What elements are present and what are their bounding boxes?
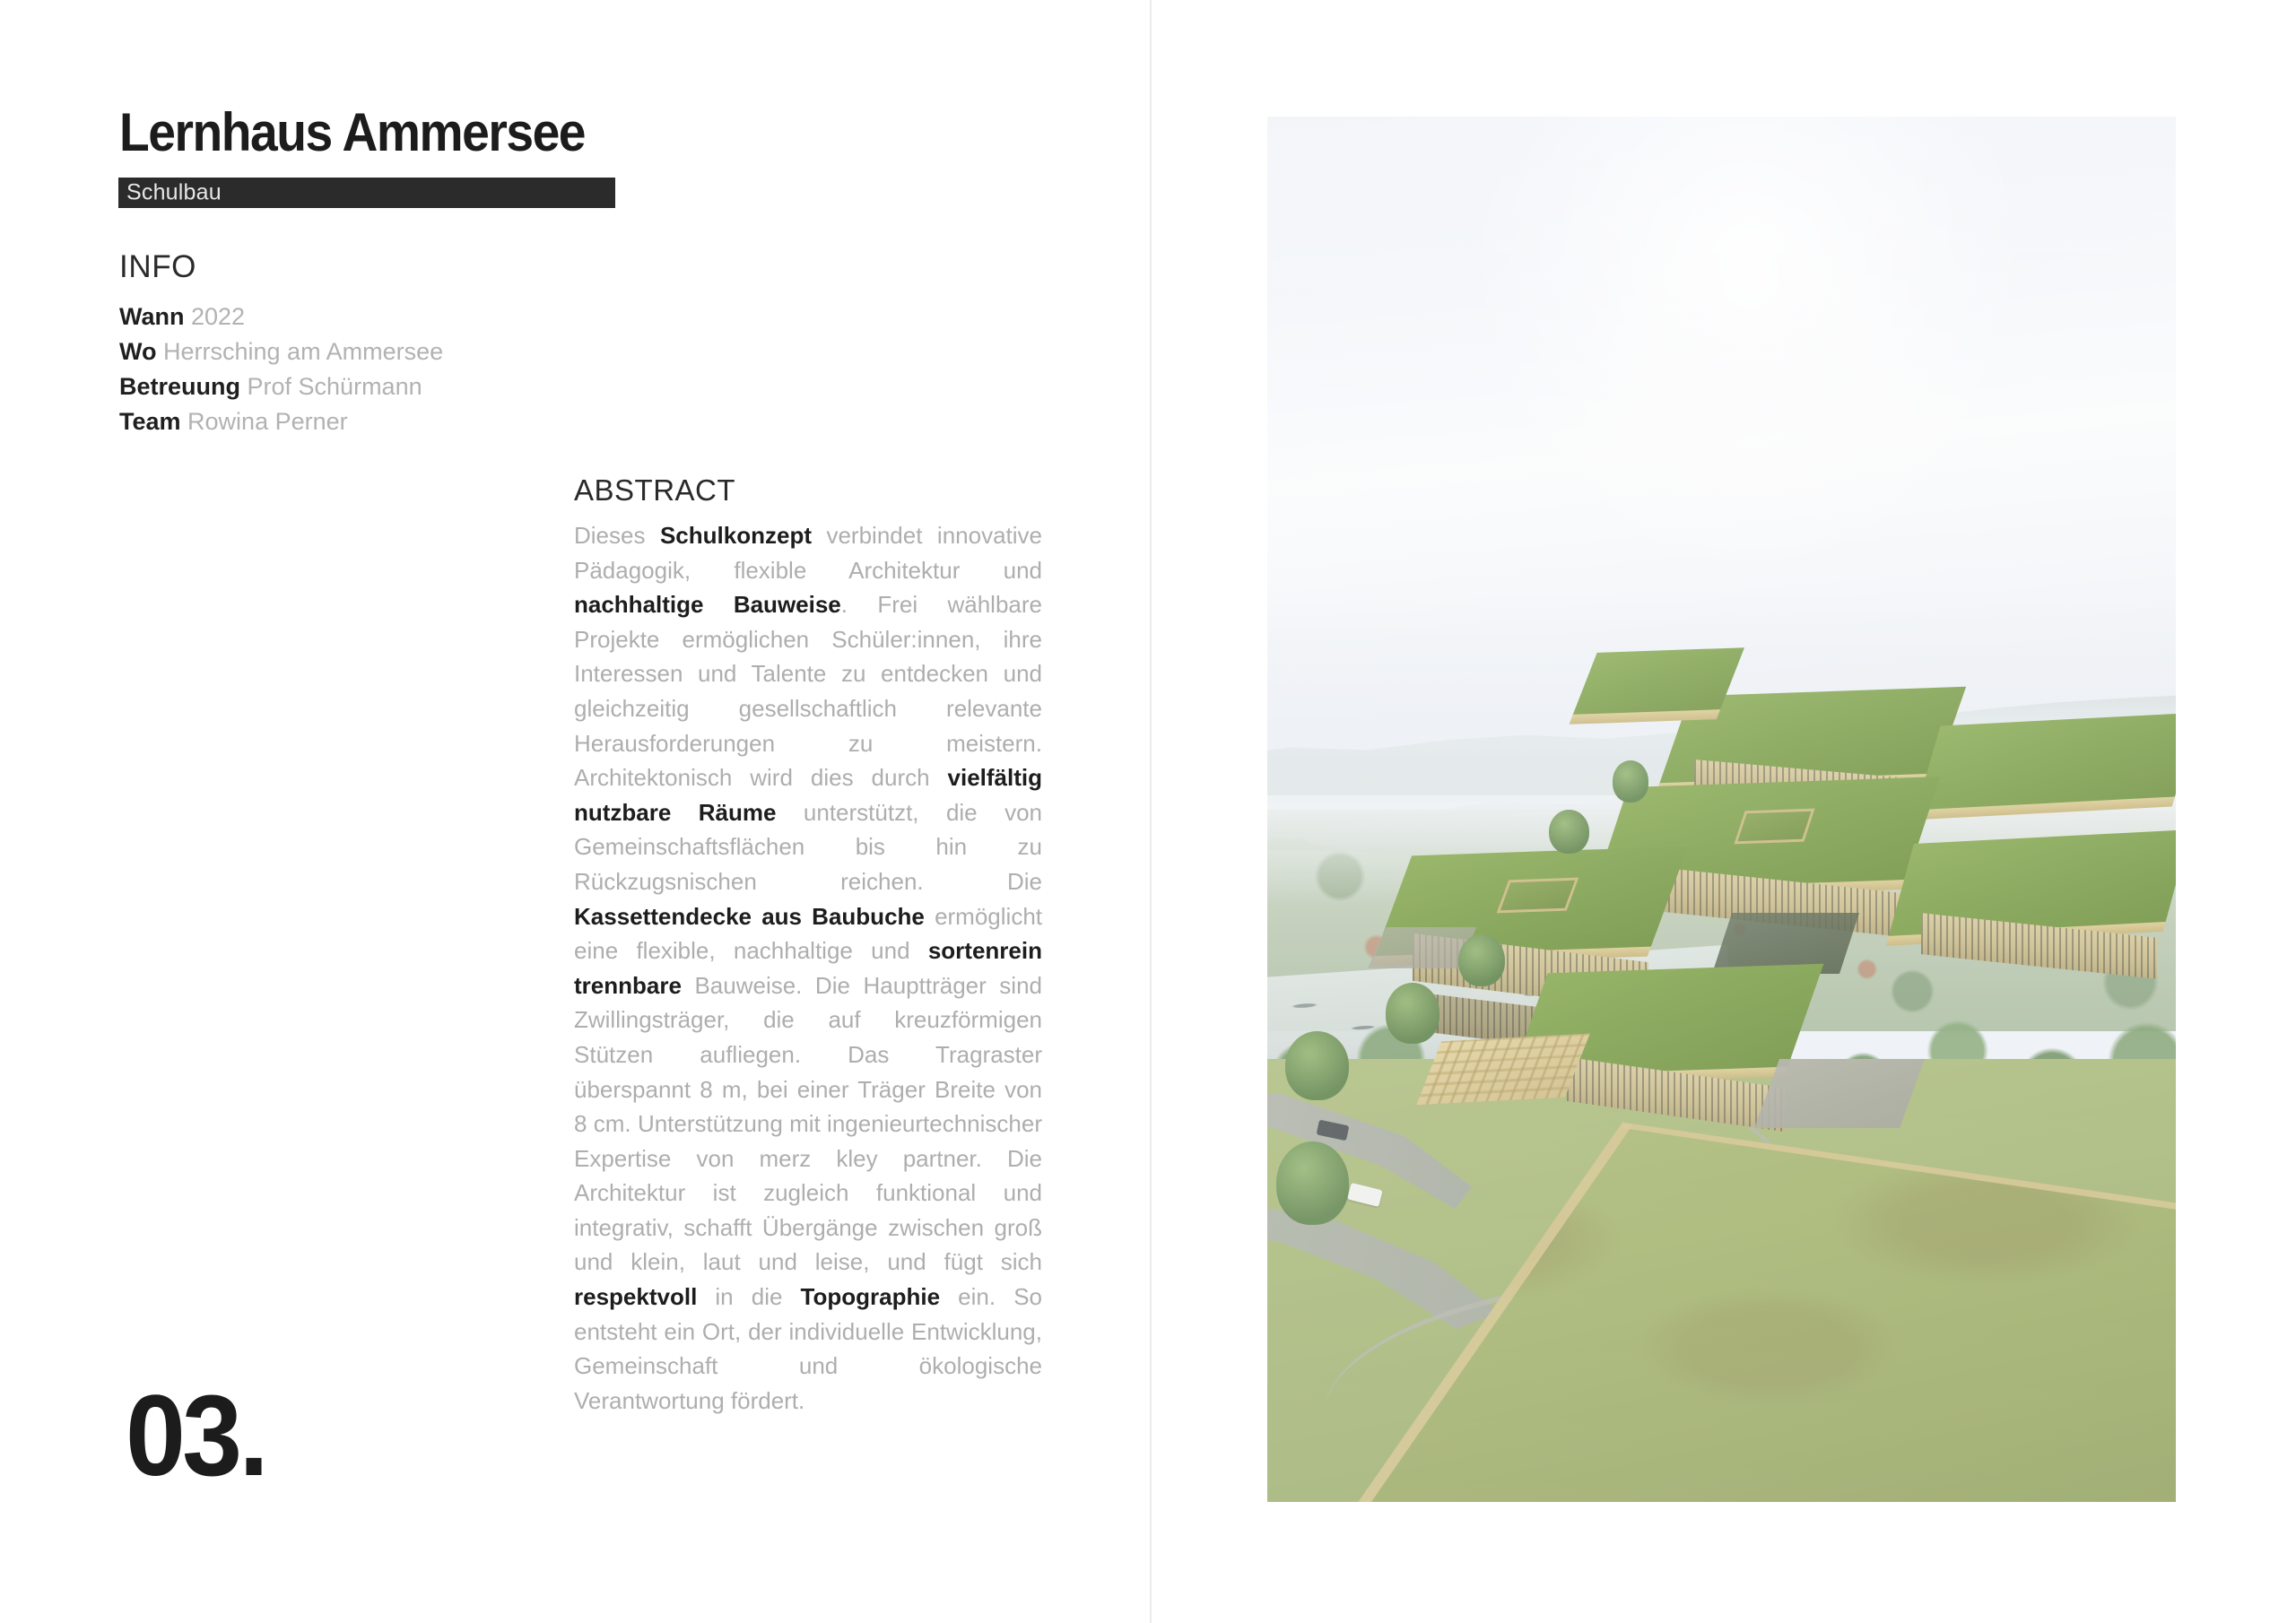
green-roof <box>1916 713 2176 812</box>
pergola-canopy <box>1417 1034 1591 1105</box>
info-value: Herrsching am Ammersee <box>163 338 444 365</box>
project-rendering <box>1267 117 2176 1502</box>
tree-campus-1 <box>1549 810 1589 854</box>
green-roof <box>1572 647 1744 716</box>
info-label: Wann <box>119 303 185 330</box>
info-row-team <box>119 404 747 439</box>
page-number: 03. <box>126 1372 265 1500</box>
entrance-plaza <box>1754 1059 1925 1128</box>
tree-campus-3 <box>1276 1141 1349 1225</box>
page-divider <box>1150 0 1152 1623</box>
info-row-wann <box>119 299 747 334</box>
info-row-betreuung <box>119 369 747 404</box>
page-title: Lernhaus Ammersee <box>119 102 586 162</box>
school-building-north <box>1572 647 1744 716</box>
info-value: Rowina Perner <box>187 408 348 435</box>
sky-glow <box>1467 117 2031 587</box>
info-label: Wo <box>119 338 157 365</box>
info-heading: INFO <box>119 249 197 284</box>
tree-foreground-2 <box>1386 983 1440 1044</box>
abstract-text: Dieses Schulkonzept verbindet innovative Pädagogik, flexible Architektur und nachhaltige Bauweise. Frei wählbare Projekte ermöglichen Schüler:innen, ihre Interessen und Talente zu entdecken und gleichzeitig gesellschaftlich relevante Herausforderungen zu meistern. Architektonisch wird dies durch vielfältig nutzbare Räume unterstützt, die von Gemeinschaftsflächen bis hin zu Rückzugsnischen reichen. Die Kassettendecke aus Baubuche ermöglicht eine flexible, nachhaltige und sortenrein trennbare Bauweise. Die Hauptträger sind Zwillingsträger, die auf kreuzförmigen Stützen aufliegen. Das Tragraster überspannt 8 m, bei einer Träger Breite von 8 cm. Unterstützung mit ingenieurtechnischer Expertise von merz kley partner. Die Architektur ist zugleich funktional und integrativ, schafft Übergänge zwischen groß und klein, laut und leise, und fügt sich respektvoll in die Topographie ein. So entsteht ein Ort, der individuelle Entwicklung, Gemeinschaft und ökologische Verantwortung fördert. <box>574 522 1042 1414</box>
abstract-heading: ABSTRACT <box>574 473 736 507</box>
roof-courtyard-left <box>1497 877 1579 913</box>
info-label: Betreuung <box>119 373 240 400</box>
category-label: Schulbau <box>126 179 222 205</box>
roof-courtyard-middle <box>1734 808 1814 844</box>
info-row-wo <box>119 334 747 369</box>
category-badge <box>118 178 615 208</box>
info-value: 2022 <box>191 303 246 330</box>
tree-campus-2 <box>1613 760 1649 802</box>
info-label: Team <box>119 408 181 435</box>
info-list <box>119 299 747 439</box>
tree-foreground-1 <box>1285 1031 1349 1100</box>
school-building-far-right <box>1916 713 2176 812</box>
tree-foreground-3 <box>1458 934 1506 987</box>
info-value: Prof Schürmann <box>247 373 422 400</box>
